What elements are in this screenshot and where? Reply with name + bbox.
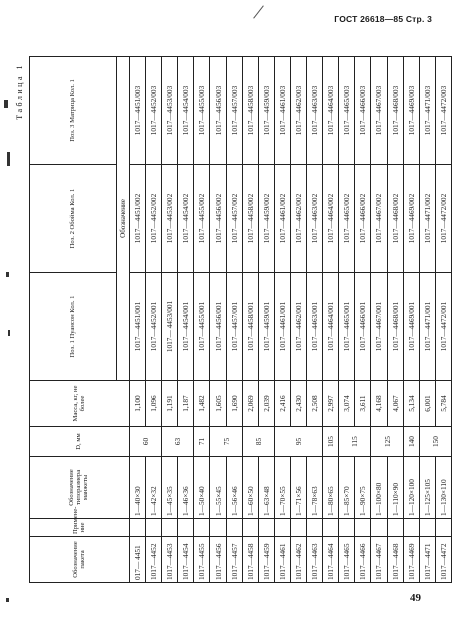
cell-designation: 1017—4455 <box>194 537 210 583</box>
table-row <box>210 57 226 583</box>
cell-pos2: 1017—4468/002 <box>387 165 403 273</box>
cell-pos1: 1017—4467/001 <box>371 273 387 381</box>
cell-pos1: 1017—4459/001 <box>258 273 274 381</box>
cell-pos3: 1017—4462/003 <box>290 57 306 165</box>
cell-pos3: 1017—4456/003 <box>210 57 226 165</box>
cell-designation: 1017—4458 <box>242 537 258 583</box>
cell-d: 75 <box>210 427 242 457</box>
cell-pos1: 1017—4465/001 <box>339 273 355 381</box>
cell-cuff: 1—63×48 <box>258 457 274 519</box>
cell-designation: 1017—4469 <box>403 537 419 583</box>
cell-application <box>323 519 339 537</box>
cell-designation: 1017—4454 <box>178 537 194 583</box>
cell-application <box>435 519 451 537</box>
cell-mass: 1,096 <box>146 381 162 427</box>
table-row <box>339 57 355 583</box>
page-number: 49 <box>410 592 421 604</box>
table-caption: Таблица 1 <box>15 63 24 120</box>
cell-pos1: 1017—4469/001 <box>403 273 419 381</box>
col-mass: Масса, кг, не более <box>30 381 130 427</box>
cell-pos2: 1017—4466/002 <box>355 165 371 273</box>
table-row <box>162 57 178 583</box>
cell-cuff: 1—120×100 <box>403 457 419 519</box>
table-row <box>307 57 323 583</box>
cell-pos2: 1017—4454/002 <box>178 165 194 273</box>
cell-cuff: 1—78×63 <box>307 457 323 519</box>
cell-application <box>419 519 435 537</box>
col-pos2: Поз. 2 Обойма Кол. 1 <box>30 165 117 273</box>
cell-pos2: 1017—4465/002 <box>339 165 355 273</box>
cell-application <box>339 519 355 537</box>
cell-pos2: 1017—4462/002 <box>290 165 306 273</box>
cell-designation: 1017—4461 <box>274 537 290 583</box>
binding-mark <box>6 598 9 602</box>
binding-mark <box>8 330 10 336</box>
cell-application <box>403 519 419 537</box>
cell-cuff: 1—60×50 <box>242 457 258 519</box>
cell-cuff: 1—110×90 <box>387 457 403 519</box>
col-pos1: Поз. 1 Пуансон Кол. 1 <box>30 273 117 381</box>
cell-pos2: 1017—4464/002 <box>323 165 339 273</box>
cell-cuff: 1—100×80 <box>371 457 387 519</box>
cell-cuff: 1—55×45 <box>210 457 226 519</box>
cell-pos2: 1017—4461/002 <box>274 165 290 273</box>
cell-pos1: 1017—4468/001 <box>387 273 403 381</box>
cell-pos1: 1017—4464/001 <box>323 273 339 381</box>
cell-pos3: 1017—4464/003 <box>323 57 339 165</box>
cell-pos3: 1017—4453/003 <box>162 57 178 165</box>
cell-pos1: 1017—4471/001 <box>419 273 435 381</box>
cell-cuff: 1—71×56 <box>290 457 306 519</box>
cell-designation: 017— 4451 <box>130 537 146 583</box>
cell-application <box>226 519 242 537</box>
cell-mass: 1,191 <box>162 381 178 427</box>
cell-designation: 1017—4459 <box>258 537 274 583</box>
subheader-designation: Обозначение <box>117 57 130 381</box>
cell-cuff: 1—42×32 <box>146 457 162 519</box>
cell-pos1: 1017—4463/001 <box>307 273 323 381</box>
cell-designation: 1017—4466 <box>355 537 371 583</box>
col-d: D, мм <box>30 427 130 457</box>
binding-mark <box>4 100 8 108</box>
cell-pos3: 1017—4466/003 <box>355 57 371 165</box>
cell-designation: 1017—4471 <box>419 537 435 583</box>
cell-application <box>290 519 306 537</box>
cell-pos3: 1017—4465/003 <box>339 57 355 165</box>
cell-mass: 5,784 <box>435 381 451 427</box>
cell-designation: 1017—4462 <box>290 537 306 583</box>
cell-mass: 3,074 <box>339 381 355 427</box>
cell-designation: 1017—4452 <box>146 537 162 583</box>
table-row <box>242 57 258 583</box>
cell-application <box>194 519 210 537</box>
cell-pos1: 1017— 4453/001 <box>162 273 178 381</box>
cell-application <box>307 519 323 537</box>
cell-cuff: 1—85×70 <box>339 457 355 519</box>
cell-pos2: 1017—4451/002 <box>130 165 146 273</box>
cell-d: 71 <box>194 427 210 457</box>
cell-mass: 1,482 <box>194 381 210 427</box>
cell-pos3: 1017—4468/003 <box>387 57 403 165</box>
cell-designation: 1017—4456 <box>210 537 226 583</box>
cell-designation: 1017—4467 <box>371 537 387 583</box>
cell-cuff: 1—56×46 <box>226 457 242 519</box>
table-row <box>146 57 162 583</box>
cell-pos1: 1017—4462/001 <box>290 273 306 381</box>
cell-pos3: 1017—4463/003 <box>307 57 323 165</box>
cell-pos2: 1017—4456/002 <box>210 165 226 273</box>
table-row <box>435 57 451 583</box>
table-row <box>290 57 306 583</box>
cell-designation: 1017—4468 <box>387 537 403 583</box>
cell-application <box>162 519 178 537</box>
cell-mass: 4,168 <box>371 381 387 427</box>
table-row <box>387 57 403 583</box>
cell-d: 95 <box>274 427 322 457</box>
cell-pos2: 1017—4459/002 <box>258 165 274 273</box>
binding-mark <box>7 152 10 166</box>
cell-pos2: 1017—4457/002 <box>226 165 242 273</box>
cell-pos3: 1017—4472/003 <box>435 57 451 165</box>
cell-cuff: 1—80×65 <box>323 457 339 519</box>
cell-d: 140 <box>403 427 419 457</box>
cell-d: 63 <box>162 427 194 457</box>
cell-pos2: 1017—4452/002 <box>146 165 162 273</box>
col-designation: Обозначение пакета <box>30 537 130 583</box>
cell-cuff: 1—50×40 <box>194 457 210 519</box>
cell-pos3: 1017—4457/003 <box>226 57 242 165</box>
table-row <box>258 57 274 583</box>
col-application: Примене- ние <box>30 519 130 537</box>
cell-application <box>146 519 162 537</box>
col-pos3: Поз. 3 Матрица Кол. 1 <box>30 57 117 165</box>
cell-cuff: 1—125×105 <box>419 457 435 519</box>
cell-cuff: 1—90×75 <box>355 457 371 519</box>
cell-cuff: 1—130×110 <box>435 457 451 519</box>
page-header: ГОСТ 26618—85 Стр. 3 <box>334 14 432 24</box>
cell-cuff: 1—46×36 <box>178 457 194 519</box>
cell-mass: 1,605 <box>210 381 226 427</box>
cell-pos3: 1017—4467/003 <box>371 57 387 165</box>
cell-d: 150 <box>419 427 451 457</box>
cell-pos1: 1017—4456/001 <box>210 273 226 381</box>
cell-d: 115 <box>339 427 371 457</box>
cell-pos3: 1017—4455/003 <box>194 57 210 165</box>
cell-d: 125 <box>371 427 403 457</box>
cell-pos3: 1017—4471/003 <box>419 57 435 165</box>
rotated-table-block <box>15 57 448 583</box>
cell-pos2: 1017—4472/002 <box>435 165 451 273</box>
cell-pos3: 1017—4451/003 <box>130 57 146 165</box>
binding-mark <box>6 272 9 277</box>
table-row <box>274 57 290 583</box>
cell-pos1: 1017—4458/001 <box>242 273 258 381</box>
cell-application <box>130 519 146 537</box>
cell-pos1: 1017—4461/001 <box>274 273 290 381</box>
cell-application <box>274 519 290 537</box>
cell-pos3: 1017—4452/003 <box>146 57 162 165</box>
cell-pos1: 1017—4451/001 <box>130 273 146 381</box>
cell-mass: 2,997 <box>323 381 339 427</box>
cell-pos3: 1017—4454/003 <box>178 57 194 165</box>
cell-mass: 5,134 <box>403 381 419 427</box>
cell-pos2: 1017—4471/002 <box>419 165 435 273</box>
cell-pos3: 1017—4458/003 <box>242 57 258 165</box>
cell-designation: 1017—4464 <box>323 537 339 583</box>
table-row <box>419 57 435 583</box>
cell-pos2: 1017—4469/002 <box>403 165 419 273</box>
cell-application <box>355 519 371 537</box>
cell-mass: 1,690 <box>226 381 242 427</box>
cell-pos3: 1017—4459/003 <box>258 57 274 165</box>
cell-application <box>210 519 226 537</box>
cell-application <box>178 519 194 537</box>
cell-cuff: 1—70×55 <box>274 457 290 519</box>
cell-mass: 2,508 <box>307 381 323 427</box>
cell-application <box>242 519 258 537</box>
cell-d: 105 <box>323 427 339 457</box>
cell-d: 85 <box>242 427 274 457</box>
cell-mass: 3,611 <box>355 381 371 427</box>
pen-mark <box>253 5 264 18</box>
cell-mass: 6,001 <box>419 381 435 427</box>
cell-mass: 1,187 <box>178 381 194 427</box>
table-row <box>130 57 146 583</box>
cell-designation: 1017—4463 <box>307 537 323 583</box>
cell-designation: 1017—4457 <box>226 537 242 583</box>
cell-pos2: 1017—4455/002 <box>194 165 210 273</box>
cell-application <box>387 519 403 537</box>
cell-pos3: 1017—4469/003 <box>403 57 419 165</box>
cell-pos1: 1017—4455/001 <box>194 273 210 381</box>
cell-cuff: 1—45×35 <box>162 457 178 519</box>
cell-pos2: 1017—4463/002 <box>307 165 323 273</box>
cell-d: 60 <box>130 427 162 457</box>
table-row <box>226 57 242 583</box>
cell-designation: 1017—4465 <box>339 537 355 583</box>
cell-mass: 2,416 <box>274 381 290 427</box>
cell-mass: 2,069 <box>242 381 258 427</box>
cell-pos2: 1017—4467/002 <box>371 165 387 273</box>
cell-application <box>371 519 387 537</box>
data-table <box>29 56 452 583</box>
cell-mass: 2,039 <box>258 381 274 427</box>
cell-pos1: 1017—4466/001 <box>355 273 371 381</box>
cell-mass: 2,430 <box>290 381 306 427</box>
cell-pos3: 1017—4461/003 <box>274 57 290 165</box>
table-row <box>194 57 210 583</box>
cell-pos1: 1017—4457/001 <box>226 273 242 381</box>
cell-application <box>258 519 274 537</box>
cell-mass: 1,100 <box>130 381 146 427</box>
table-row <box>178 57 194 583</box>
table-row <box>371 57 387 583</box>
cell-pos2: 1017—4458/002 <box>242 165 258 273</box>
cell-pos1: 1017—4454/001 <box>178 273 194 381</box>
cell-designation: 1017—4472 <box>435 537 451 583</box>
cell-pos1: 1017—4452/001 <box>146 273 162 381</box>
cell-pos1: 1017—4472/001 <box>435 273 451 381</box>
cell-cuff: 1—40×30 <box>130 457 146 519</box>
cell-mass: 4,067 <box>387 381 403 427</box>
table-row <box>323 57 339 583</box>
table-row <box>403 57 419 583</box>
cell-pos2: 1017—4453/002 <box>162 165 178 273</box>
col-cuff: Обозначение типоразмера манжеты <box>30 457 130 519</box>
table-row <box>355 57 371 583</box>
cell-designation: 1017—4453 <box>162 537 178 583</box>
